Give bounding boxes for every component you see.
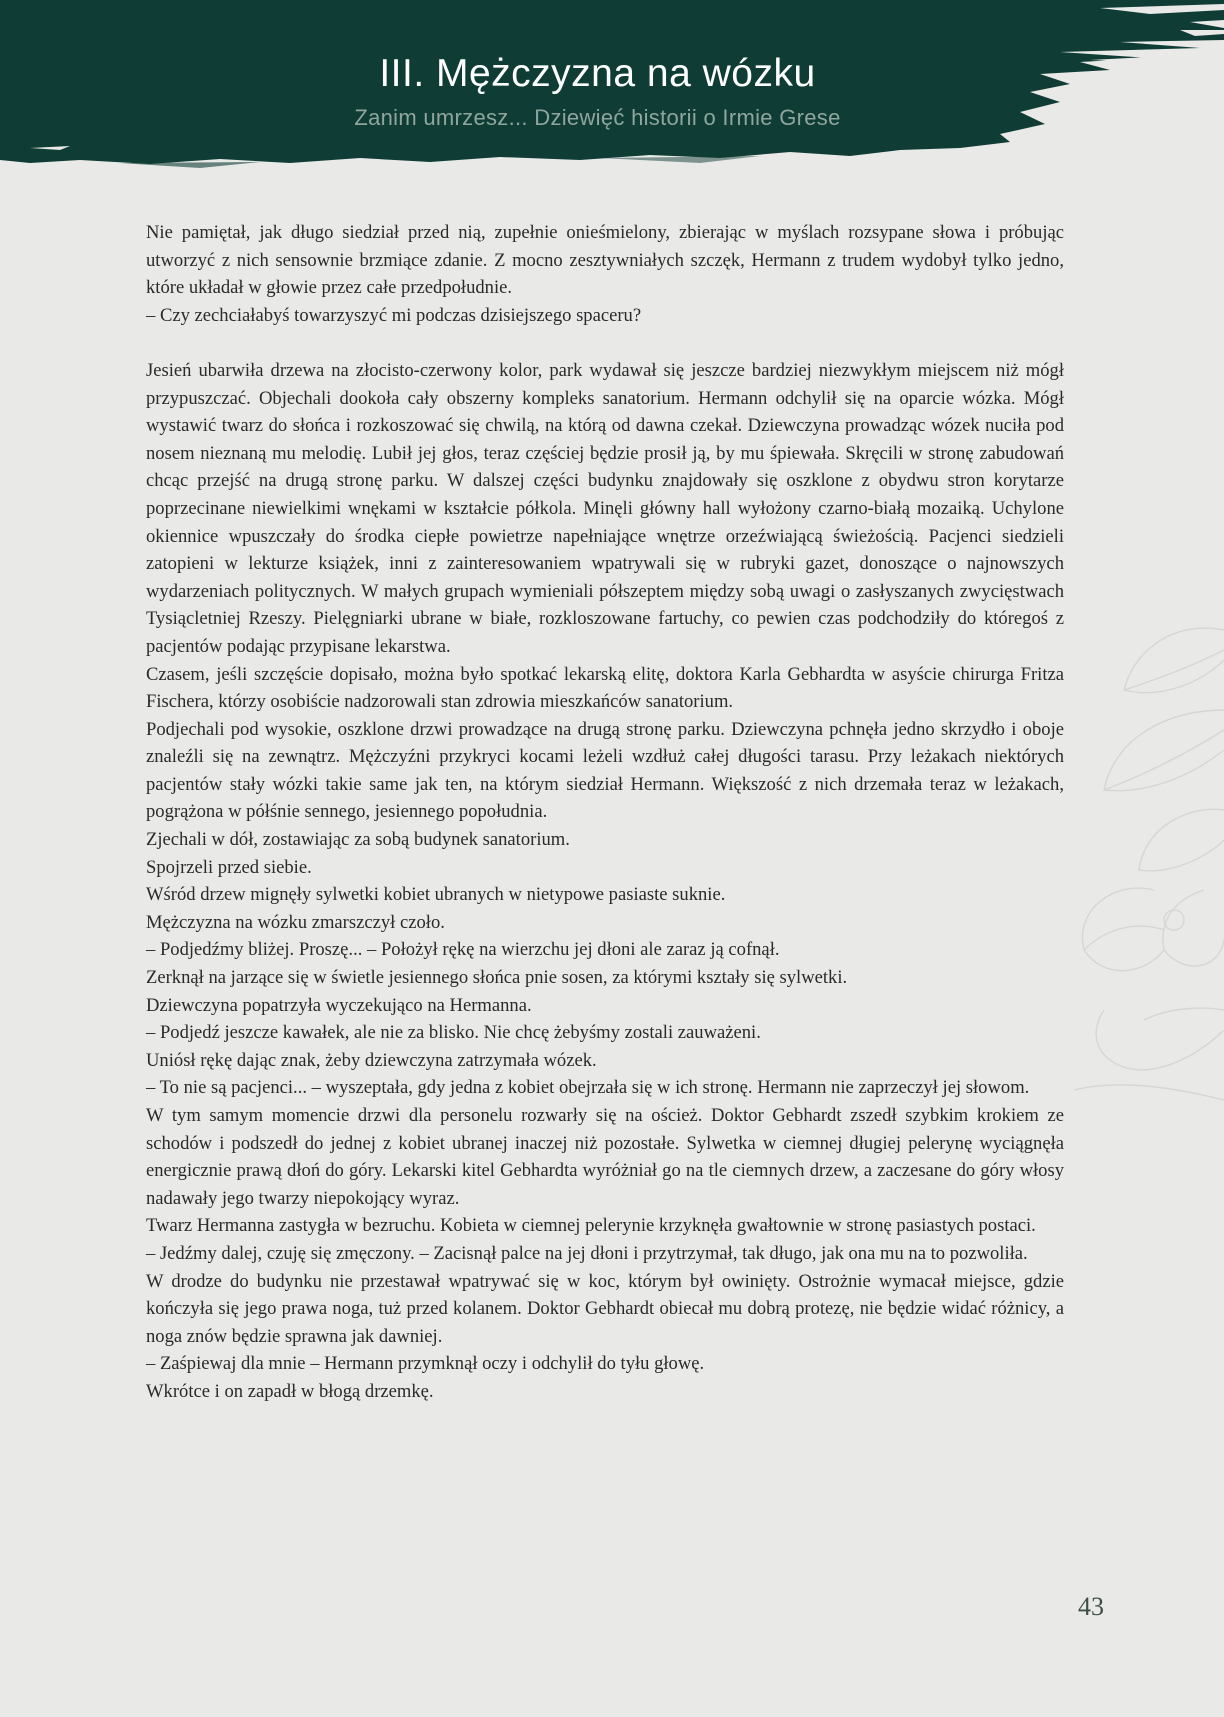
book-subtitle: Zanim umrzesz... Dziewięć historii o Irmie Grese <box>354 105 841 130</box>
paragraph: Zjechali w dół, zostawiając za sobą budynek sanatorium. <box>146 829 570 851</box>
paragraph: Dziewczyna popatrzyła wyczekująco na Hermanna. <box>146 994 532 1016</box>
paragraph: Uniósł rękę dając znak, żeby dziewczyna zatrzymała wózek. <box>146 1049 597 1071</box>
header-banner <box>0 0 1224 200</box>
floral-decoration-icon <box>1044 590 1224 1110</box>
paragraph: – To nie są pacjenci... – wyszeptała, gdy jedna z kobiet obejrzała się w ich stronę. Hermann nie zaprzeczył jej słowom. <box>146 1077 1030 1099</box>
paragraph: Wśród drzew mignęły sylwetki kobiet ubranych w nietypowe pasiaste suknie. <box>146 884 726 906</box>
paragraph: Wkrótce i on zapadł w błogą drzemkę. <box>146 1380 434 1402</box>
paragraph: W drodze do budynku nie przestawał wpatrywać się w koc, którym był owinięty. Ostrożnie wymacał miejsce, gdzie kończyła się jego prawa noga, tuż przed kolanem. Doktor Gebhardt obiecał mu dobrą protezę, nie będzie widać różnicy, a noga znów będzie sprawna jak dawniej. <box>146 1270 1064 1347</box>
paragraph: Jesień ubarwiła drzewa na złocisto-czerwony kolor, park wydawał się jeszcze bardziej niezwykłym miejscem niż mógł przypuszczać. Objechali dookoła cały obszerny kompleks sanatorium. Hermann odchylił się na oparcie wózka. Mógł wystawić twarz do słońca i rozkoszować się chwilą, na którą od dawna czekał. Dziewczyna prowadząc wózek nuciła pod nosem nieznaną mu melodię. Lubił jej głos, teraz częściej będzie prosił ją, by mu śpiewała. Skręcili w stronę zabudowań chcąc przejść na drugą stronę parku. W dalszej części budynku znajdowały się oszklone z obydwu stron korytarze poprzecinane niewielkimi wnękami w kształcie półkola. Minęli główny hall wyłożony czarno-białą mozaiką. Uchylone okiennice wpuszczały do środka ciepłe powietrze napełniające wnętrze orzeźwiającą świeżością. Pacjenci siedzieli zatopieni w lekturze książek, inni z zainteresowaniem wpatrywali się w rubryki gazet, donoszące o najnowszych wydarzeniach politycznych. W małych grupach wymieniali półszeptem między sobą uwagi o zasłyszanych zwycięstwach Tysiącletniej Rzeszy. Pielęgniarki ubrane w białe, rozkloszowane fartuchy, co pewien czas podchodziły do któregoś z pacjentów podając przypisane lekarstwa. <box>146 359 1064 657</box>
paragraph: Mężczyzna na wózku zmarszczył czoło. <box>146 911 445 933</box>
paragraph: – Podjedźmy bliżej. Proszę... – Położył rękę na wierzchu jej dłoni ale zaraz ją cofnął. <box>146 939 780 961</box>
chapter-body <box>146 219 1064 1406</box>
paragraph: – Czy zechciałabyś towarzyszyć mi podczas dzisiejszego spaceru? <box>146 304 642 326</box>
paragraph: W tym samym momencie drzwi dla personelu rozwarły się na oścież. Doktor Gebhardt zszedł szybkim krokiem ze schodów i podszedł do jednej z kobiet ubranej inaczej niż pozostałe. Sylwetka w ciemnej długiej pelerynę wyciągnęła energicznie prawą dłoń do góry. Lekarski kitel Gebhardta wyróżniał go na tle ciemnych drzew, a zaczesane do góry włosy nadawały jego twarzy niepokojący wyraz. <box>146 1105 1064 1209</box>
paragraph: – Podjedź jeszcze kawałek, ale nie za blisko. Nie chcę żebyśmy zostali zauważeni. <box>146 1022 761 1044</box>
chapter-title: III. Mężczyzna na wózku <box>379 52 816 95</box>
paragraph: Twarz Hermanna zastygła w bezruchu. Kobieta w ciemnej pelerynie krzyknęła gwałtownie w stronę pasiastych postaci. <box>146 1215 1036 1237</box>
page-number: 43 <box>1078 1592 1104 1621</box>
paragraph: Nie pamiętał, jak długo siedział przed nią, zupełnie onieśmielony, zbierając w myślach rozsypane słowa i próbując utworzyć z nich sensownie brzmiące zdanie. Z mocno zesztywniałych szczęk, Hermann z trudem wydobył tylko jedno, które układał w głowie przez całe przedpołudnie. <box>146 222 1064 299</box>
paragraph: Spojrzeli przed siebie. <box>146 856 312 878</box>
brush-stroke-banner <box>0 0 1224 200</box>
paragraph: – Jedźmy dalej, czuję się zmęczony. – Zacisnął palce na jej dłoni i przytrzymał, tak długo, jak ona mu na to pozwoliła. <box>146 1242 1028 1264</box>
paragraph: Podjechali pod wysokie, oszklone drzwi prowadzące na drugą stronę parku. Dziewczyna pchnęła jedno skrzydło i oboje znaleźli się na zewnątrz. Mężczyźni przykryci kocami leżeli wzdłuż całej długości tarasu. Przy leżakach niektórych pacjentów stały wózki takie same jak ten, na którym siedział Hermann. Większość z nich drzemała teraz w leżakach, pogrążona w półśnie sennego, jesiennego popołudnia. <box>146 718 1064 823</box>
paragraph: – Zaśpiewaj dla mnie – Hermann przymknął oczy i odchylił do tyłu głowę. <box>146 1353 705 1375</box>
paragraph: Zerknął na jarzące się w świetle jesiennego słońca pnie sosen, za którymi kształy się sylwetki. <box>146 967 848 989</box>
paragraph: Czasem, jeśli szczęście dopisało, można było spotkać lekarską elitę, doktora Karla Gebhardta w asyście chirurga Fritza Fischera, którzy osobiście nadzorowali stan zdrowia mieszkańców sanatorium. <box>146 663 1064 713</box>
